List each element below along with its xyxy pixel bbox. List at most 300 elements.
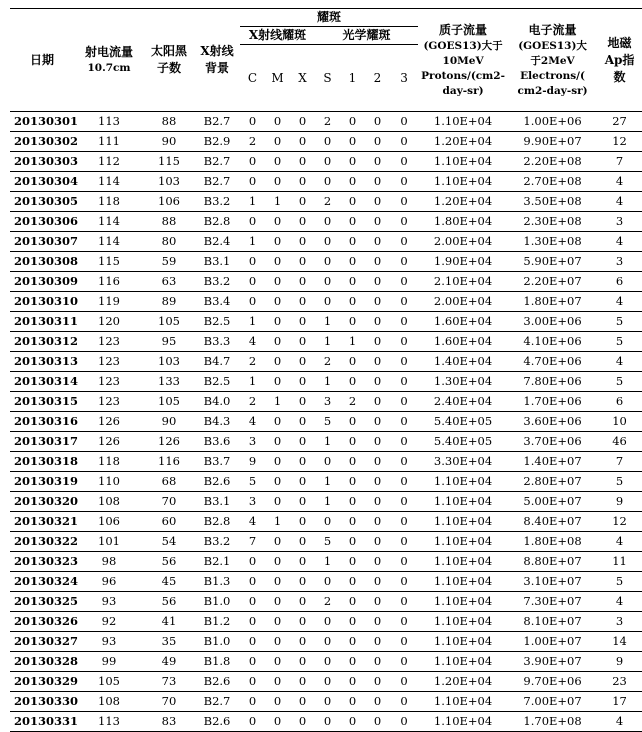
- header-proton-line2: (GOES13)大于: [423, 39, 503, 52]
- cell-proton-flux: 1.90E+04: [418, 252, 508, 272]
- cell-xray-bg: B1.8: [194, 652, 240, 672]
- cell-proton-flux: 1.80E+04: [418, 212, 508, 232]
- table-row: [10, 572, 642, 592]
- cell-radio-flux: 106: [74, 512, 144, 532]
- cell-flare-x: 0: [290, 392, 315, 412]
- cell-flare-m: 0: [265, 272, 290, 292]
- cell-flare-2: 0: [365, 412, 390, 432]
- cell-date: 20130322: [10, 532, 74, 552]
- cell-electron-flux: 3.70E+06: [508, 432, 597, 452]
- cell-xray-bg: B3.2: [194, 192, 240, 212]
- cell-flare-2: 0: [365, 172, 390, 192]
- cell-proton-flux: 1.10E+04: [418, 472, 508, 492]
- cell-flare-x: 0: [290, 712, 315, 732]
- cell-flare-x: 0: [290, 432, 315, 452]
- cell-xray-bg: B3.1: [194, 492, 240, 512]
- cell-flare-1: 0: [340, 272, 365, 292]
- table-row: [10, 332, 642, 352]
- cell-flare-c: 0: [240, 272, 265, 292]
- header-flares: 耀斑: [240, 9, 418, 27]
- cell-flare-2: 0: [365, 592, 390, 612]
- cell-flare-c: 0: [240, 632, 265, 652]
- cell-ap-index: 4: [597, 232, 642, 252]
- table-row: [10, 232, 642, 252]
- cell-radio-flux: 123: [74, 332, 144, 352]
- cell-proton-flux: 5.40E+05: [418, 432, 508, 452]
- cell-flare-2: 0: [365, 612, 390, 632]
- cell-flare-x: 0: [290, 472, 315, 492]
- cell-flare-c: 9: [240, 452, 265, 472]
- cell-ap-index: 4: [597, 192, 642, 212]
- cell-date: 20130307: [10, 232, 74, 252]
- header-xray-bg-line1: X射线: [200, 44, 234, 58]
- cell-flare-c: 0: [240, 572, 265, 592]
- cell-flare-2: 0: [365, 432, 390, 452]
- cell-flare-c: 4: [240, 512, 265, 532]
- cell-flare-3: 0: [390, 152, 418, 172]
- cell-proton-flux: 1.10E+04: [418, 112, 508, 132]
- table-row: [10, 672, 642, 692]
- cell-flare-1: 0: [340, 572, 365, 592]
- cell-electron-flux: 3.10E+07: [508, 572, 597, 592]
- solar-data-table-container: [10, 8, 635, 732]
- cell-flare-1: 0: [340, 532, 365, 552]
- cell-flare-c: 0: [240, 252, 265, 272]
- cell-sunspots: 59: [144, 252, 194, 272]
- cell-flare-1: 0: [340, 512, 365, 532]
- cell-flare-s: 1: [315, 332, 340, 352]
- cell-ap-index: 7: [597, 452, 642, 472]
- cell-flare-m: 1: [265, 512, 290, 532]
- cell-ap-index: 5: [597, 372, 642, 392]
- cell-xray-bg: B3.4: [194, 292, 240, 312]
- cell-proton-flux: 1.10E+04: [418, 592, 508, 612]
- header-xray-bg-line2: 背景: [204, 61, 229, 75]
- cell-xray-bg: B2.7: [194, 152, 240, 172]
- table-row: [10, 392, 642, 412]
- cell-xray-bg: B4.7: [194, 352, 240, 372]
- cell-xray-bg: B2.9: [194, 132, 240, 152]
- cell-xray-bg: B3.2: [194, 532, 240, 552]
- cell-flare-m: 0: [265, 432, 290, 452]
- cell-radio-flux: 101: [74, 532, 144, 552]
- cell-radio-flux: 105: [74, 672, 144, 692]
- cell-sunspots: 95: [144, 332, 194, 352]
- cell-radio-flux: 114: [74, 212, 144, 232]
- cell-flare-2: 0: [365, 272, 390, 292]
- cell-flare-x: 0: [290, 652, 315, 672]
- cell-flare-s: 0: [315, 712, 340, 732]
- cell-sunspots: 88: [144, 112, 194, 132]
- cell-flare-x: 0: [290, 572, 315, 592]
- cell-flare-3: 0: [390, 612, 418, 632]
- cell-xray-bg: B2.1: [194, 552, 240, 572]
- table-row: [10, 152, 642, 172]
- cell-xray-bg: B2.4: [194, 232, 240, 252]
- cell-flare-m: 0: [265, 712, 290, 732]
- cell-flare-1: 0: [340, 172, 365, 192]
- cell-flare-3: 0: [390, 232, 418, 252]
- cell-flare-1: 0: [340, 312, 365, 332]
- cell-proton-flux: 1.10E+04: [418, 712, 508, 732]
- cell-proton-flux: 1.10E+04: [418, 512, 508, 532]
- cell-flare-s: 0: [315, 152, 340, 172]
- cell-flare-x: 0: [290, 672, 315, 692]
- cell-electron-flux: 1.00E+07: [508, 632, 597, 652]
- table-header: [10, 9, 642, 112]
- header-electron-line4: Electrons/(: [520, 69, 585, 82]
- cell-proton-flux: 1.20E+04: [418, 672, 508, 692]
- cell-ap-index: 5: [597, 572, 642, 592]
- cell-flare-s: 0: [315, 232, 340, 252]
- cell-flare-c: 0: [240, 212, 265, 232]
- cell-radio-flux: 116: [74, 272, 144, 292]
- cell-radio-flux: 123: [74, 352, 144, 372]
- cell-flare-3: 0: [390, 712, 418, 732]
- cell-flare-3: 0: [390, 532, 418, 552]
- cell-flare-s: 0: [315, 172, 340, 192]
- cell-date: 20130308: [10, 252, 74, 272]
- cell-date: 20130310: [10, 292, 74, 312]
- cell-flare-2: 0: [365, 652, 390, 672]
- cell-radio-flux: 118: [74, 192, 144, 212]
- header-proton-line4: Protons/(cm2-: [421, 69, 505, 82]
- cell-radio-flux: 126: [74, 432, 144, 452]
- cell-ap-index: 4: [597, 292, 642, 312]
- cell-sunspots: 54: [144, 532, 194, 552]
- header-flare-c: C: [240, 45, 265, 112]
- cell-flare-m: 0: [265, 472, 290, 492]
- cell-flare-1: 0: [340, 492, 365, 512]
- table-row: [10, 552, 642, 572]
- header-proton-line1: 质子流量: [439, 22, 488, 37]
- cell-flare-1: 0: [340, 692, 365, 712]
- cell-date: 20130319: [10, 472, 74, 492]
- cell-xray-bg: B3.2: [194, 272, 240, 292]
- cell-flare-1: 0: [340, 372, 365, 392]
- cell-proton-flux: 1.60E+04: [418, 332, 508, 352]
- cell-proton-flux: 1.20E+04: [418, 192, 508, 212]
- header-flare-m: M: [265, 45, 290, 112]
- cell-proton-flux: 1.60E+04: [418, 312, 508, 332]
- cell-proton-flux: 1.20E+04: [418, 132, 508, 152]
- cell-flare-m: 0: [265, 652, 290, 672]
- cell-radio-flux: 93: [74, 592, 144, 612]
- cell-xray-bg: B2.6: [194, 672, 240, 692]
- cell-ap-index: 6: [597, 392, 642, 412]
- cell-flare-c: 0: [240, 292, 265, 312]
- cell-flare-s: 2: [315, 112, 340, 132]
- cell-xray-bg: B2.7: [194, 692, 240, 712]
- cell-date: 20130317: [10, 432, 74, 452]
- cell-flare-x: 0: [290, 532, 315, 552]
- cell-electron-flux: 4.10E+06: [508, 332, 597, 352]
- cell-flare-1: 0: [340, 712, 365, 732]
- cell-flare-2: 0: [365, 332, 390, 352]
- header-xray-flares: X射线耀斑: [240, 27, 315, 45]
- cell-flare-c: 5: [240, 472, 265, 492]
- table-row: [10, 452, 642, 472]
- cell-flare-1: 0: [340, 252, 365, 272]
- cell-flare-m: 0: [265, 452, 290, 472]
- header-electron-line2: (GOES13)大: [518, 39, 587, 52]
- cell-flare-c: 1: [240, 192, 265, 212]
- cell-sunspots: 90: [144, 132, 194, 152]
- cell-date: 20130331: [10, 712, 74, 732]
- cell-xray-bg: B2.6: [194, 712, 240, 732]
- cell-flare-3: 0: [390, 432, 418, 452]
- cell-flare-x: 0: [290, 412, 315, 432]
- cell-xray-bg: B4.3: [194, 412, 240, 432]
- cell-date: 20130306: [10, 212, 74, 232]
- cell-flare-c: 2: [240, 392, 265, 412]
- cell-flare-3: 0: [390, 372, 418, 392]
- cell-ap-index: 12: [597, 512, 642, 532]
- cell-flare-s: 0: [315, 292, 340, 312]
- cell-electron-flux: 7.30E+07: [508, 592, 597, 612]
- cell-flare-c: 7: [240, 532, 265, 552]
- cell-date: 20130312: [10, 332, 74, 352]
- cell-flare-3: 0: [390, 292, 418, 312]
- cell-flare-x: 0: [290, 252, 315, 272]
- cell-flare-m: 0: [265, 312, 290, 332]
- table-row: [10, 712, 642, 732]
- table-row: [10, 612, 642, 632]
- header-electron-flux: [508, 9, 597, 112]
- cell-flare-c: 4: [240, 412, 265, 432]
- cell-xray-bg: B2.7: [194, 172, 240, 192]
- cell-flare-m: 0: [265, 152, 290, 172]
- cell-proton-flux: 1.10E+04: [418, 652, 508, 672]
- cell-flare-m: 0: [265, 552, 290, 572]
- cell-proton-flux: 1.30E+04: [418, 372, 508, 392]
- cell-proton-flux: 1.10E+04: [418, 152, 508, 172]
- cell-radio-flux: 114: [74, 232, 144, 252]
- cell-ap-index: 6: [597, 272, 642, 292]
- cell-date: 20130302: [10, 132, 74, 152]
- cell-proton-flux: 2.00E+04: [418, 292, 508, 312]
- header-date: 日期: [10, 9, 74, 112]
- header-ap-line1: 地磁: [607, 35, 632, 50]
- cell-flare-3: 0: [390, 252, 418, 272]
- cell-flare-x: 0: [290, 552, 315, 572]
- cell-flare-s: 0: [315, 652, 340, 672]
- cell-date: 20130330: [10, 692, 74, 712]
- cell-sunspots: 60: [144, 512, 194, 532]
- cell-flare-3: 0: [390, 332, 418, 352]
- cell-date: 20130320: [10, 492, 74, 512]
- cell-electron-flux: 8.40E+07: [508, 512, 597, 532]
- cell-proton-flux: 1.10E+04: [418, 612, 508, 632]
- cell-date: 20130328: [10, 652, 74, 672]
- cell-flare-3: 0: [390, 652, 418, 672]
- cell-radio-flux: 115: [74, 252, 144, 272]
- cell-radio-flux: 123: [74, 372, 144, 392]
- table-row: [10, 532, 642, 552]
- cell-date: 20130324: [10, 572, 74, 592]
- header-xray-bg: [194, 9, 240, 112]
- cell-flare-2: 0: [365, 352, 390, 372]
- cell-proton-flux: 1.10E+04: [418, 532, 508, 552]
- cell-flare-2: 0: [365, 512, 390, 532]
- cell-flare-s: 0: [315, 272, 340, 292]
- cell-flare-m: 0: [265, 692, 290, 712]
- table-row: [10, 472, 642, 492]
- cell-flare-c: 0: [240, 152, 265, 172]
- cell-electron-flux: 2.70E+08: [508, 172, 597, 192]
- cell-electron-flux: 8.80E+07: [508, 552, 597, 572]
- cell-sunspots: 83: [144, 712, 194, 732]
- cell-flare-c: 2: [240, 132, 265, 152]
- cell-flare-x: 0: [290, 352, 315, 372]
- cell-flare-x: 0: [290, 172, 315, 192]
- cell-flare-m: 0: [265, 232, 290, 252]
- cell-electron-flux: 8.10E+07: [508, 612, 597, 632]
- cell-electron-flux: 1.40E+07: [508, 452, 597, 472]
- cell-date: 20130313: [10, 352, 74, 372]
- cell-flare-s: 0: [315, 132, 340, 152]
- cell-flare-1: 0: [340, 672, 365, 692]
- cell-flare-3: 0: [390, 632, 418, 652]
- cell-flare-2: 0: [365, 192, 390, 212]
- cell-date: 20130318: [10, 452, 74, 472]
- cell-sunspots: 89: [144, 292, 194, 312]
- cell-ap-index: 5: [597, 332, 642, 352]
- cell-electron-flux: 1.70E+08: [508, 712, 597, 732]
- header-sunspots-line2: 子数: [156, 61, 181, 75]
- cell-radio-flux: 119: [74, 292, 144, 312]
- cell-proton-flux: 3.30E+04: [418, 452, 508, 472]
- cell-sunspots: 56: [144, 592, 194, 612]
- cell-ap-index: 3: [597, 252, 642, 272]
- cell-radio-flux: 99: [74, 652, 144, 672]
- cell-flare-3: 0: [390, 472, 418, 492]
- cell-flare-x: 0: [290, 312, 315, 332]
- table-row: [10, 192, 642, 212]
- cell-flare-s: 0: [315, 572, 340, 592]
- cell-flare-x: 0: [290, 592, 315, 612]
- cell-flare-x: 0: [290, 192, 315, 212]
- table-row: [10, 512, 642, 532]
- cell-xray-bg: B3.1: [194, 252, 240, 272]
- cell-date: 20130304: [10, 172, 74, 192]
- cell-flare-x: 0: [290, 292, 315, 312]
- cell-flare-3: 0: [390, 312, 418, 332]
- cell-flare-1: 0: [340, 552, 365, 572]
- cell-date: 20130311: [10, 312, 74, 332]
- cell-flare-2: 0: [365, 692, 390, 712]
- cell-flare-1: 0: [340, 352, 365, 372]
- cell-ap-index: 4: [597, 352, 642, 372]
- cell-sunspots: 45: [144, 572, 194, 592]
- cell-flare-x: 0: [290, 512, 315, 532]
- cell-xray-bg: B1.0: [194, 592, 240, 612]
- header-electron-line5: cm2-day-sr): [517, 84, 588, 97]
- cell-sunspots: 35: [144, 632, 194, 652]
- cell-sunspots: 70: [144, 692, 194, 712]
- cell-flare-m: 0: [265, 372, 290, 392]
- header-electron-line1: 电子流量: [528, 22, 577, 37]
- cell-flare-s: 0: [315, 672, 340, 692]
- cell-flare-c: 4: [240, 332, 265, 352]
- cell-flare-s: 0: [315, 452, 340, 472]
- cell-ap-index: 27: [597, 112, 642, 132]
- cell-ap-index: 4: [597, 532, 642, 552]
- cell-flare-1: 1: [340, 332, 365, 352]
- cell-flare-s: 0: [315, 512, 340, 532]
- cell-proton-flux: 1.10E+04: [418, 632, 508, 652]
- cell-sunspots: 105: [144, 312, 194, 332]
- cell-flare-m: 0: [265, 632, 290, 652]
- cell-radio-flux: 108: [74, 692, 144, 712]
- cell-flare-2: 0: [365, 252, 390, 272]
- cell-flare-1: 0: [340, 412, 365, 432]
- cell-flare-3: 0: [390, 112, 418, 132]
- cell-radio-flux: 112: [74, 152, 144, 172]
- cell-flare-s: 0: [315, 212, 340, 232]
- cell-flare-m: 0: [265, 112, 290, 132]
- cell-flare-1: 0: [340, 212, 365, 232]
- header-sunspots: [144, 9, 194, 112]
- cell-ap-index: 9: [597, 652, 642, 672]
- cell-flare-1: 0: [340, 232, 365, 252]
- cell-sunspots: 70: [144, 492, 194, 512]
- cell-flare-m: 0: [265, 612, 290, 632]
- cell-flare-s: 0: [315, 632, 340, 652]
- header-electron-line3: 于2MeV: [530, 54, 575, 67]
- cell-flare-2: 0: [365, 132, 390, 152]
- table-row: [10, 132, 642, 152]
- cell-flare-m: 0: [265, 412, 290, 432]
- cell-electron-flux: 2.20E+07: [508, 272, 597, 292]
- cell-xray-bg: B1.0: [194, 632, 240, 652]
- cell-flare-m: 1: [265, 192, 290, 212]
- cell-flare-x: 0: [290, 612, 315, 632]
- cell-sunspots: 56: [144, 552, 194, 572]
- cell-flare-3: 0: [390, 132, 418, 152]
- cell-flare-c: 0: [240, 692, 265, 712]
- table-row: [10, 292, 642, 312]
- table-row: [10, 272, 642, 292]
- cell-sunspots: 41: [144, 612, 194, 632]
- header-ap-line2: Ap指: [604, 52, 635, 67]
- cell-electron-flux: 3.90E+07: [508, 652, 597, 672]
- cell-electron-flux: 1.00E+06: [508, 112, 597, 132]
- header-flare-3: 3: [390, 45, 418, 112]
- cell-flare-3: 0: [390, 492, 418, 512]
- cell-ap-index: 46: [597, 432, 642, 452]
- cell-radio-flux: 120: [74, 312, 144, 332]
- table-row: [10, 352, 642, 372]
- cell-flare-3: 0: [390, 672, 418, 692]
- header-proton-line3: 10MeV: [442, 54, 484, 67]
- cell-flare-x: 0: [290, 272, 315, 292]
- cell-date: 20130323: [10, 552, 74, 572]
- cell-sunspots: 103: [144, 352, 194, 372]
- cell-ap-index: 5: [597, 312, 642, 332]
- cell-flare-s: 0: [315, 252, 340, 272]
- cell-electron-flux: 7.00E+07: [508, 692, 597, 712]
- cell-flare-1: 0: [340, 292, 365, 312]
- table-row: [10, 412, 642, 432]
- cell-flare-3: 0: [390, 392, 418, 412]
- cell-electron-flux: 7.80E+06: [508, 372, 597, 392]
- cell-proton-flux: 1.10E+04: [418, 572, 508, 592]
- cell-flare-2: 0: [365, 232, 390, 252]
- cell-date: 20130305: [10, 192, 74, 212]
- cell-sunspots: 116: [144, 452, 194, 472]
- cell-flare-s: 5: [315, 532, 340, 552]
